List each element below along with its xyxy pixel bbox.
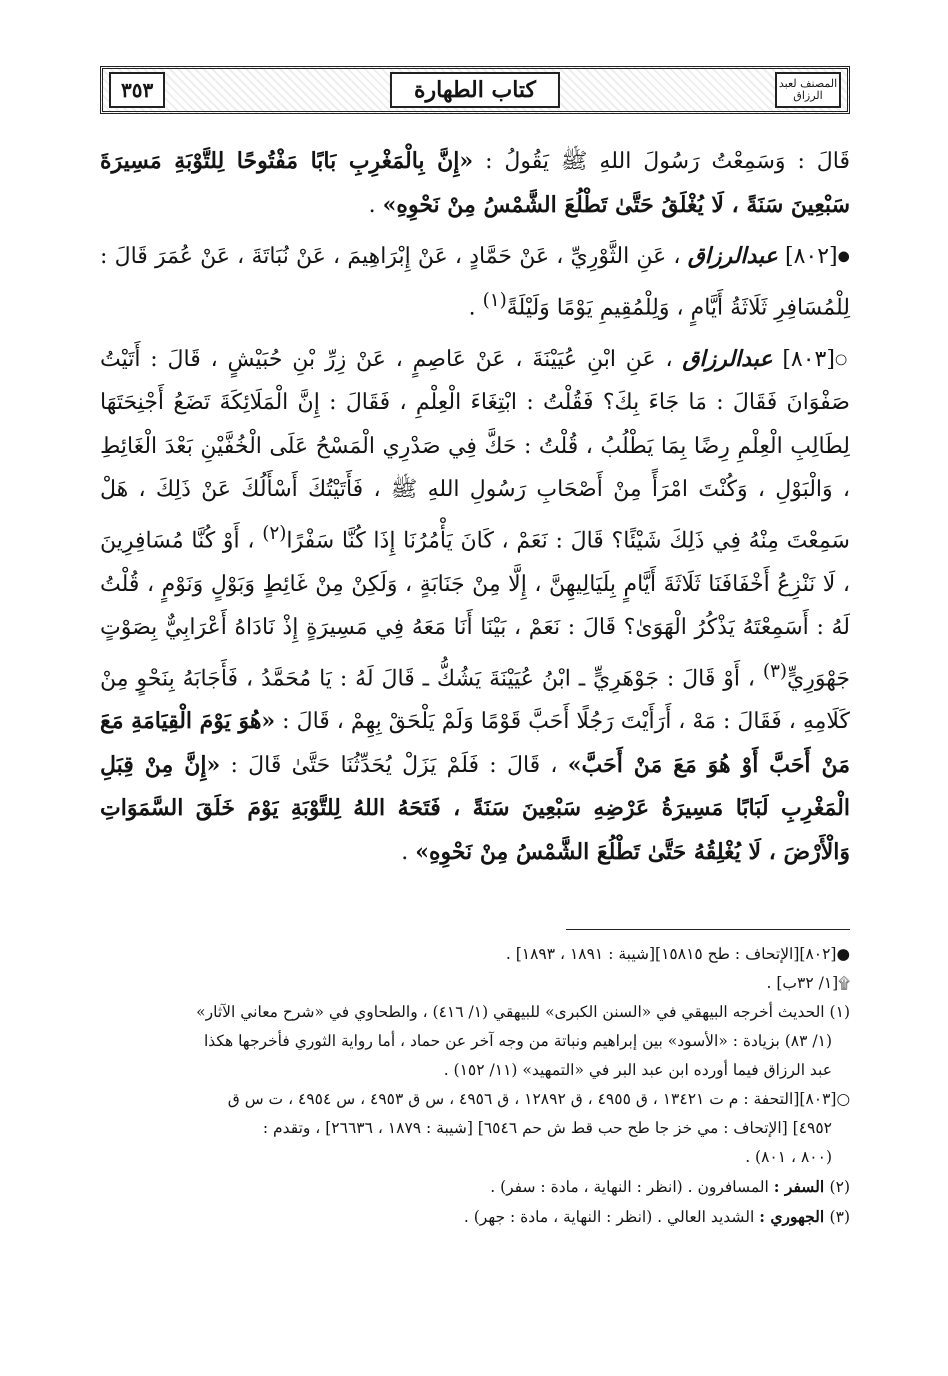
book-logo: المصنف لعبد الرزاق bbox=[775, 72, 841, 108]
footnote-1-line-2: (١/ ٨٣) بزيادة : «الأسود» بين إبراهيم ونباتة من وجه آخر عن حماد ، أما رواية الثوري فأخرجها هكذا bbox=[203, 1032, 832, 1050]
footnote-1: (١) الحديث أخرجه البيهقي في «السنن الكبرى» للبيهقي (١/ ٤١٦) ، والطحاوي في «شرح معاني الآثار» bbox=[196, 1003, 850, 1021]
note-803-line-3: (٨٠٠ ، ٨٠١) . bbox=[745, 1148, 832, 1166]
paragraph-continuation: قَالَ : وَسَمِعْتُ رَسُولَ اللهِ ﷺ يَقُولُ : «إِنَّ بِالْمَغْرِبِ بَابًا مَفْتُوحًا لِلتَّوْبَةِ مَسِيرَةَ سَبْعِينَ سَنَةً ، لَا يُغْلَقُ حَتَّىٰ تَطْلُعَ الشَّمْسُ مِنْ نَحْوِهِ» . bbox=[100, 148, 850, 218]
hadith-number: [٨٠٣] bbox=[782, 346, 835, 372]
hadith-802: ●[٨٠٢] عبدالرزاق ، عَنِ الثَّوْرِيِّ ، عَنْ حَمَّادٍ ، عَنْ إِبْرَاهِيمَ ، عَنْ نُبَاتَةَ ، عَنْ عُمَرَ قَالَ : لِلْمُسَافِرِ ثَلَاثَةُ أَيَّامٍ ، وَلِلْمُقِيمِ يَوْمًا وَلَيْلَةً$^{(١)}$ . bbox=[100, 243, 851, 321]
footnote-ref-1: (١) bbox=[482, 289, 507, 311]
open-circle-marker: ○ bbox=[834, 350, 851, 367]
hadith-number: [٨٠٢] bbox=[784, 244, 838, 269]
footnote-1-line-3: عبد الرزاق فيما أورده ابن عبد البر في «التمهيد» (١١/ ١٥٢) . bbox=[443, 1061, 832, 1079]
footnote-divider bbox=[566, 929, 850, 930]
filled-dot-marker: ● bbox=[837, 248, 851, 265]
footnote-ref-3: (٣) bbox=[762, 660, 788, 682]
footnote-2: (٢) السفر : المسافرون . (انظر : النهاية ، مادة : سفر) . bbox=[490, 1177, 850, 1196]
page-header bbox=[100, 66, 850, 114]
hadith-quote: «إِنَّ مِنْ قِبَلِ الْمَغْرِبِ لَبَابًا مَسِيرَةُ عَرْضِهِ سَبْعِينَ سَنَةً ، فَتَحَهُ اللهُ لِلتَّوْبَةِ يَوْمَ خَلَقَ السَّمَوَاتِ وَالْأَرْضَ ، لَا يُغْلِقُهُ حَتَّىٰ تَطْلُعَ الشَّمْسُ مِنْ نَحْوِهِ» bbox=[100, 751, 850, 865]
footnotes bbox=[100, 940, 850, 1232]
page-number: ٣٥٣ bbox=[109, 72, 165, 108]
hadith-quote: «هُوَ يَوْمَ الْقِيَامَةِ مَعَ مَنْ أَحَبَّ أَوْ هُوَ مَعَ مَنْ أَحَبَّ» bbox=[100, 708, 851, 778]
hadith-803: ○[٨٠٣] عبدالرزاق ، عَنِ ابْنِ عُيَيْنَةَ ، عَنْ عَاصِمٍ ، عَنْ زِرِّ بْنِ حُبَيْشٍ ، قَالَ : أَتَيْتُ صَفْوَانَ فَقَالَ : مَا جَاءَ بِكَ؟ فَقُلْتُ : ابْتِغَاءَ الْعِلْمِ ، فَقَالَ : إِنَّ الْمَلَائِكَةَ تَضَعُ أَجْنِحَتَهَا لِطَالِبِ الْعِلْمِ رِضًا بِمَا يَطْلُبُ ، قُلْتُ : حَكَّ فِي صَدْرِي الْمَسْحُ عَلَى الْخُفَّيْنِ بَعْدَ الْغَائِطِ ، وَالْبَوْلِ ، وَكُنْتَ امْرَأً مِنْ أَصْحَابِ رَسُولِ اللهِ ﷺ ، فَأَتَيْتُكَ أَسْأَلُكَ عَنْ ذَلِكَ ، هَلْ سَمِعْتَ مِنْهُ فِي ذَلِكَ شَيْئًا؟ قَالَ : نَعَمْ ، كَانَ يَأْمُرُنَا إِذَا كُنَّا سَفْرًا$^{(٢)}$ ، أَوْ كُنَّا مُسَافِرِينَ ، لَا نَنْزِعُ أَخْفَافَنَا ثَلَاثَةَ أَيَّامٍ بِلَيَالِيهِنَّ ، إِلَّا مِنْ جَنَابَةٍ ، وَلَكِنْ مِنْ غَائِطٍ وَبَوْلٍ وَنَوْمٍ ، قُلْتُ لَهُ : أَسَمِعْتَهُ يَذْكُرُ الْهَوَىٰ؟ قَالَ : نَعَمْ ، بَيْنَا أَنَا مَعَهُ فِي مَسِيرَةٍ إِذْ نَادَاهُ أَعْرَابِيٌّ بِصَوْتٍ جَهْوَرِيٍّ$^{(٣)}$ ، أَوْ قَالَ : جَوْهَرِيٍّ ـ ابْنُ عُيَيْنَةَ يَشُكُّ ـ قَالَ لَهُ : يَا مُحَمَّدُ ، فَأَجَابَهُ بِنَحْوٍ مِنْ كَلَامِهِ ، فَقَالَ : مَهْ ، أَرَأَيْتَ رَجُلًا أَحَبَّ قَوْمًا وَلَمْ يَلْحَقْ بِهِمْ ، قَالَ : «هُوَ يَوْمَ الْقِيَامَةِ مَعَ مَنْ أَحَبَّ أَوْ هُوَ مَعَ مَنْ أَحَبَّ» ، قَالَ : فَلَمْ يَزَلْ يُحَدِّثُنَا حَتَّىٰ قَالَ : «إِنَّ مِنْ قِبَلِ الْمَغْرِبِ لَبَابًا مَسِيرَةُ عَرْضِهِ سَبْعِينَ سَنَةً ، فَتَحَهُ اللهُ لِلتَّوْبَةِ يَوْمَ خَلَقَ السَّمَوَاتِ وَالْأَرْضَ ، لَا يُغْلِقُهُ حَتَّىٰ تَطْلُعَ الشَّمْسُ مِنْ نَحْوِهِ» . bbox=[100, 345, 851, 865]
note-803: ○[٨٠٣][التحفة : م ت ١٣٤٢١ ، ق ٤٩٥٥ ، ق ١٢٨٩٢ ، ق ٤٩٥٦ ، س ق ٤٩٥٣ ، س ٤٩٥٤ ، ت س ق bbox=[227, 1090, 850, 1108]
narrator-name: عبدالرزاق bbox=[682, 345, 773, 372]
note-803-line-2: ٤٩٥٢] [الإتحاف : مي خز جا طح حب قط ش حم ٦٥٤٦] [شيبة : ١٨٧٩ ، ٢٦٦٣٦] ، وتقدم : bbox=[262, 1119, 832, 1137]
main-text bbox=[100, 140, 850, 882]
footnote-ref-2: (٢) bbox=[262, 522, 287, 544]
footnote-3: (٣) الجهوري : الشديد العالي . (انظر : النهاية ، مادة : جهر) . bbox=[463, 1207, 850, 1226]
narrator-name: عبدالرزاق bbox=[687, 243, 778, 269]
chapter-title: كتاب الطهارة bbox=[390, 72, 560, 108]
folio-note: ۩[١/ ٣٢ب] . bbox=[766, 974, 850, 992]
hadith-quote: «إِنَّ بِالْمَغْرِبِ بَابًا مَفْتُوحًا لِلتَّوْبَةِ مَسِيرَةَ سَبْعِينَ سَنَةً ، لَا يُغْلَقُ حَتَّىٰ تَطْلُعَ الشَّمْسُ مِنْ نَحْوِهِ» bbox=[100, 148, 850, 218]
note-802: ●[٨٠٢][الإتحاف : طح ١٥٨١٥][شيبة : ١٨٩١ ، ١٨٩٣] . bbox=[505, 945, 850, 963]
